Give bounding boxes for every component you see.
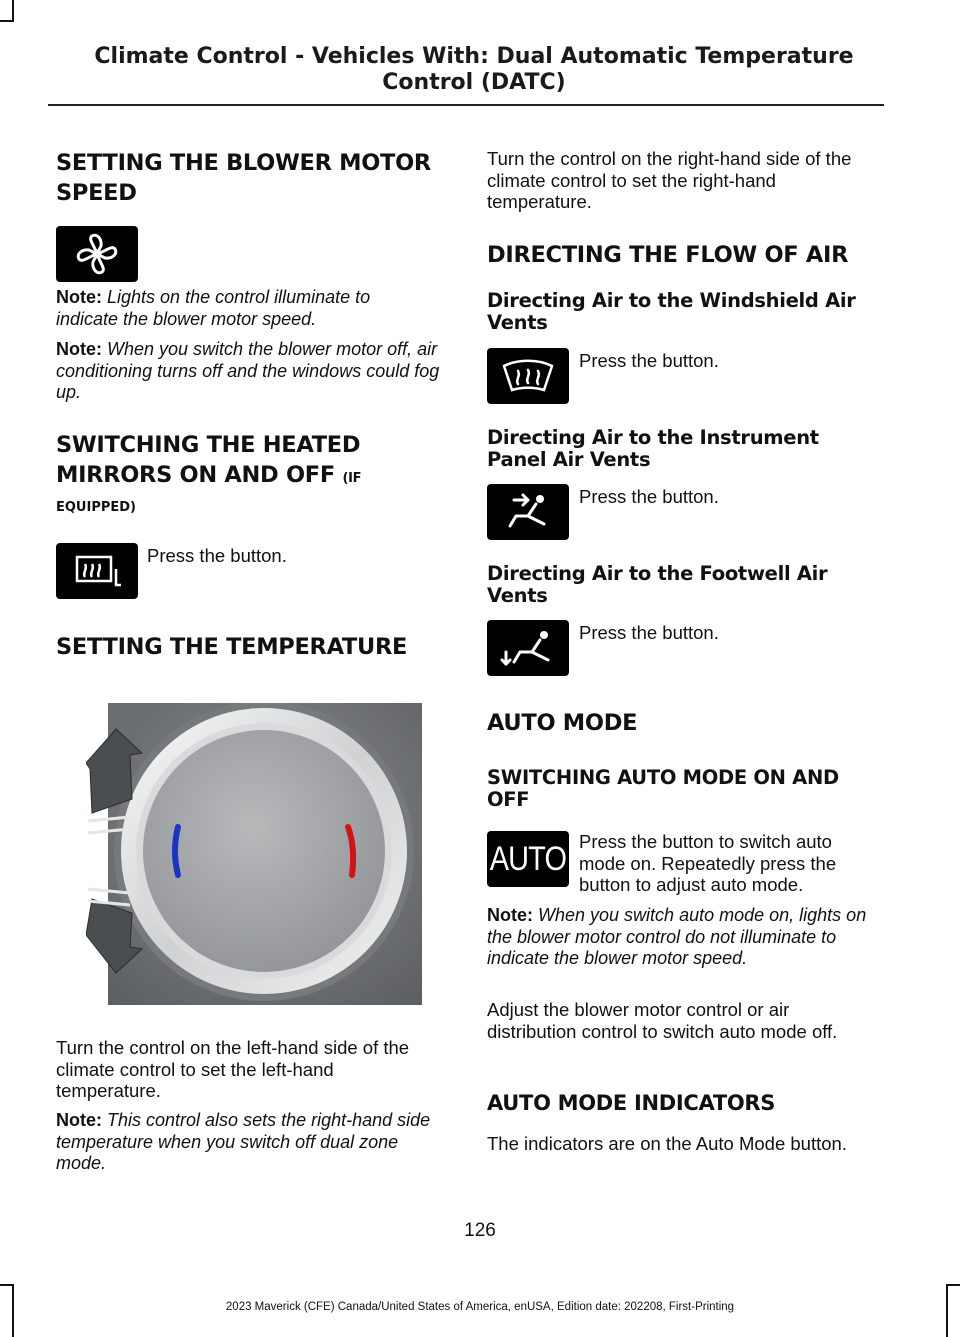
- auto-note: [487, 905, 887, 970]
- blower-heading-line2: SPEED: [56, 180, 137, 206]
- note-label: Note:: [487, 905, 533, 925]
- airflow-heading: DIRECTING THE FLOW OF AIR: [487, 242, 849, 268]
- note-label: Note:: [56, 287, 102, 307]
- auto-mode-heading: AUTO MODE: [487, 710, 638, 736]
- heated-mirror-icon: [56, 543, 138, 599]
- fan-icon: [56, 226, 138, 282]
- header-title-line1: Climate Control - Vehicles With: Dual Automatic Temperature: [94, 44, 854, 69]
- mirrors-heading-suffix: (IF: [342, 471, 362, 486]
- temperature-body: Turn the control on the left-hand side of the climate control to set the left-hand temperature.: [56, 1037, 410, 1101]
- temperature-note: [56, 1110, 451, 1175]
- blower-note-1: [56, 287, 436, 330]
- note-label: Note:: [56, 1110, 102, 1130]
- auto-mode-subheading: SWITCHING AUTO MODE ON AND OFF: [487, 766, 839, 811]
- windshield-defrost-icon: [487, 348, 569, 404]
- mirrors-heading-line2: [56, 460, 361, 494]
- crop-mark-bottom-left-h: [0, 1284, 14, 1286]
- page-number: 126: [464, 1220, 496, 1241]
- footwell-instruction: Press the button.: [579, 622, 719, 643]
- crop-mark-bottom-right-h: [946, 1284, 960, 1286]
- page-header: [40, 44, 908, 96]
- mirrors-heading-text: MIRRORS ON AND OFF: [56, 462, 335, 488]
- note-label: Note:: [56, 339, 102, 359]
- panel-instruction: Press the button.: [579, 486, 719, 507]
- indicators-heading: AUTO MODE INDICATORS: [487, 1091, 776, 1115]
- note-text: When you switch auto mode on, lights on the blower motor control do not illuminate to indicate the blower motor speed.: [487, 905, 867, 968]
- header-divider: [48, 104, 884, 106]
- panel-vent-icon: [487, 484, 569, 540]
- temperature-dial-image: [86, 703, 422, 1005]
- temperature-right-body: Turn the control on the right-hand side of the climate control to set the right-hand temperature.: [487, 148, 852, 212]
- windshield-instruction: Press the button.: [579, 350, 719, 371]
- auto-icon-text: AUTO: [489, 839, 567, 878]
- footwell-heading: Directing Air to the Footwell Air Vents: [487, 562, 828, 607]
- temperature-heading: SETTING THE TEMPERATURE: [56, 634, 408, 660]
- auto-off-body: Adjust the blower motor control or air distribution control to switch auto mode off.: [487, 999, 838, 1042]
- header-title-line2: Control (DATC): [382, 70, 566, 95]
- auto-instruction: Press the button to switch auto mode on. Repeatedly press the button to adjust auto mode.: [579, 831, 837, 895]
- edition-footer: 2023 Maverick (CFE) Canada/United States of America, enUSA, Edition date: 202208, First-Printing: [225, 1301, 735, 1313]
- note-text: This control also sets the right-hand side temperature when you switch off dual zone mode.: [56, 1110, 431, 1173]
- auto-icon: [487, 831, 569, 887]
- note-text: Lights on the control illuminate to indicate the blower motor speed.: [56, 287, 371, 329]
- panel-heading: Directing Air to the Instrument Panel Air Vents: [487, 426, 819, 471]
- mirrors-heading-equipped: EQUIPPED): [56, 500, 136, 515]
- crop-mark-top-left-h: [0, 20, 14, 22]
- mirrors-heading-line1: SWITCHING THE HEATED: [56, 432, 361, 458]
- footwell-vent-icon: [487, 620, 569, 676]
- blower-note-2: [56, 339, 446, 404]
- note-text: When you switch the blower motor off, air conditioning turns off and the windows could fog up.: [56, 339, 440, 402]
- crop-mark-top-left: [12, 0, 14, 20]
- windshield-heading: Directing Air to the Windshield Air Vents: [487, 289, 856, 334]
- mirrors-instruction: Press the button.: [147, 545, 287, 566]
- indicators-body: The indicators are on the Auto Mode button.: [487, 1133, 847, 1154]
- blower-heading-line1: SETTING THE BLOWER MOTOR: [56, 150, 431, 176]
